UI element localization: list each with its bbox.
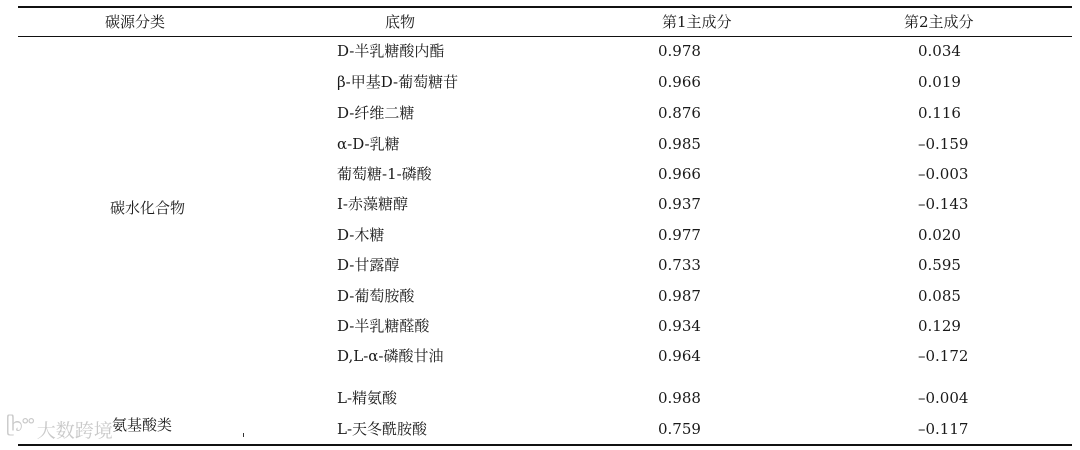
cell-pc2: –0.172	[918, 347, 969, 365]
cell-pc1: 0.985	[658, 135, 701, 153]
cell-substrate: D-半乳糖酸内酯	[337, 42, 445, 60]
cell-substrate: I-赤藻糖醇	[337, 195, 408, 213]
cell-substrate: D-纤维二糖	[337, 104, 415, 122]
cell-substrate: L-天冬酰胺酸	[337, 420, 428, 438]
cell-pc2: 0.019	[918, 73, 961, 91]
cell-substrate: D-葡萄胺酸	[337, 287, 415, 305]
cell-substrate: 葡萄糖-1-磷酸	[337, 165, 432, 183]
cell-pc1: 0.966	[658, 73, 701, 91]
header-category: 碳源分类	[105, 13, 166, 31]
cell-pc1: 0.988	[658, 389, 701, 407]
header-pc2: 第2主成分	[904, 13, 974, 31]
table-row	[0, 314, 1080, 338]
header-substrate: 底物	[385, 13, 416, 31]
table-row	[0, 284, 1080, 308]
table-row	[0, 386, 1080, 410]
cell-pc2: –0.003	[918, 165, 969, 183]
cell-substrate: D-甘露醇	[337, 256, 400, 274]
table-row	[0, 344, 1080, 368]
cell-pc1: 0.937	[658, 195, 701, 213]
table-top-rule	[18, 6, 1072, 8]
table-row	[0, 101, 1080, 125]
watermark	[6, 414, 113, 444]
cell-pc1: 0.964	[658, 347, 701, 365]
header-pc1: 第1主成分	[662, 13, 732, 31]
cell-pc1: 0.978	[658, 42, 701, 60]
cell-substrate: D-木糖	[337, 226, 385, 244]
cell-pc1: 0.977	[658, 226, 701, 244]
table-row	[0, 253, 1080, 277]
cell-pc2: 0.116	[918, 104, 961, 122]
table-row	[0, 223, 1080, 247]
watermark-logo-icon: ᥫ᭡°°	[6, 415, 33, 436]
table-header-rule	[18, 36, 1072, 37]
table-row	[0, 132, 1080, 156]
cell-pc1: 0.733	[658, 256, 701, 274]
cell-substrate: β-甲基D-葡萄糖苷	[337, 73, 459, 91]
cell-pc1: 0.934	[658, 317, 701, 335]
cell-pc2: –0.159	[918, 135, 969, 153]
cell-pc1: 0.966	[658, 165, 701, 183]
group-label-carbohydrate: 碳水化合物	[110, 199, 186, 217]
scan-speck	[243, 433, 244, 437]
cell-pc2: 0.020	[918, 226, 961, 244]
cell-substrate: α-D-乳糖	[337, 135, 400, 153]
table-row	[0, 70, 1080, 94]
cell-pc2: –0.117	[918, 420, 969, 438]
cell-pc2: 0.034	[918, 42, 961, 60]
table-row	[0, 39, 1080, 63]
cell-pc2: –0.004	[918, 389, 969, 407]
cell-substrate: L-精氨酸	[337, 389, 398, 407]
cell-pc2: –0.143	[918, 195, 969, 213]
cell-substrate: D-半乳糖醛酸	[337, 317, 430, 335]
group-label-amino-acid: 氨基酸类	[112, 416, 173, 434]
cell-pc1: 0.876	[658, 104, 701, 122]
watermark-text: 大数跨境	[36, 419, 113, 442]
cell-pc1: 0.987	[658, 287, 701, 305]
cell-substrate: D,L-α-磷酸甘油	[337, 347, 444, 365]
cell-pc1: 0.759	[658, 420, 701, 438]
cell-pc2: 0.085	[918, 287, 961, 305]
cell-pc2: 0.595	[918, 256, 961, 274]
cell-pc2: 0.129	[918, 317, 961, 335]
table-row	[0, 162, 1080, 186]
table-bottom-rule	[18, 444, 1072, 446]
